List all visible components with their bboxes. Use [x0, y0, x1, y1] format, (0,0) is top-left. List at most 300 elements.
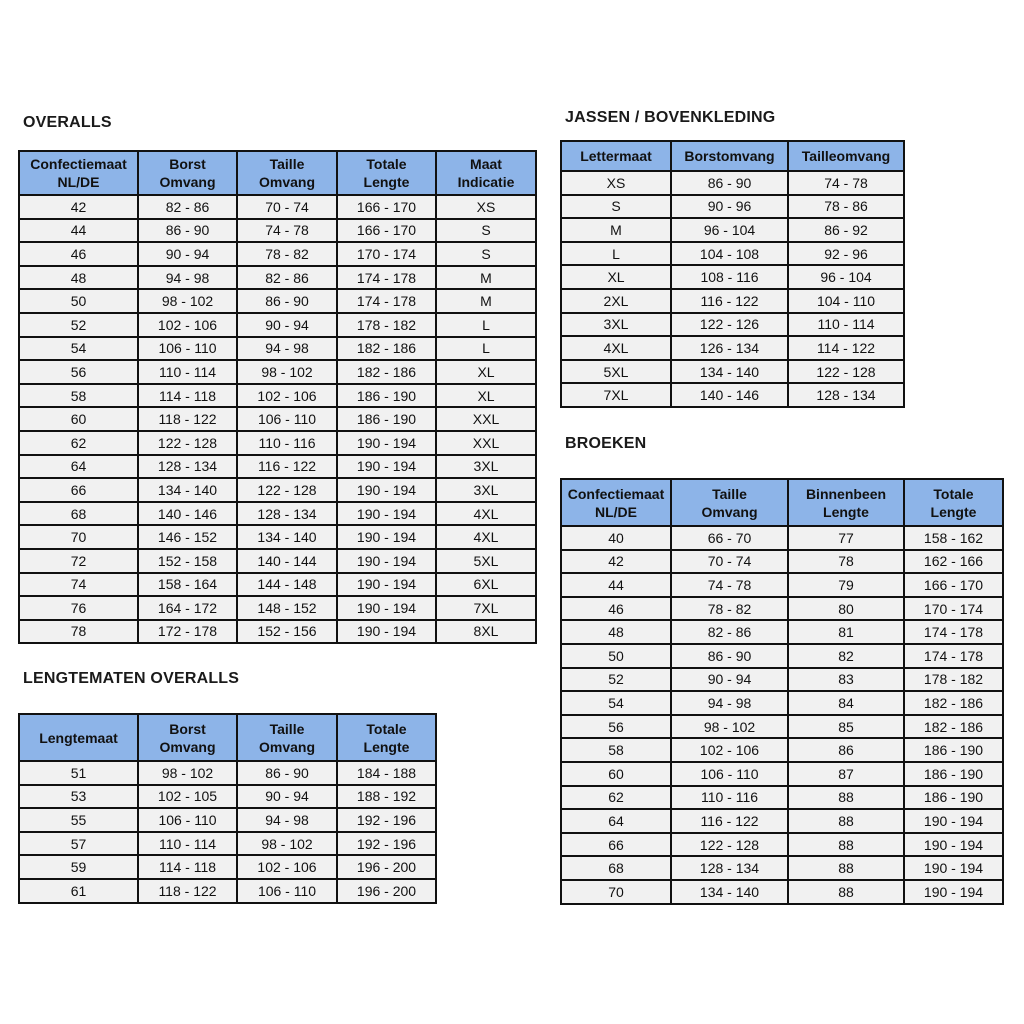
table-row: [19, 431, 536, 455]
table-cell: 56: [19, 360, 138, 384]
table-cell: 102 - 106: [138, 313, 237, 337]
table-cell: 66: [19, 478, 138, 502]
table-cell: 102 - 106: [671, 738, 788, 762]
table-cell: XXL: [436, 431, 536, 455]
table-cell: 62: [19, 431, 138, 455]
column-header: [138, 151, 237, 195]
table-cell: 196 - 200: [337, 879, 436, 903]
table-row: [19, 478, 536, 502]
table-cell: 79: [788, 573, 904, 597]
table-cell: 74 - 78: [788, 171, 904, 195]
table-row: [19, 289, 536, 313]
column-header-text: Tailleomvang: [801, 148, 891, 164]
table-row: [19, 549, 536, 573]
column-header-text: Lengte: [363, 738, 410, 755]
column-header-text: Omvang: [258, 738, 315, 755]
column-header-text: Totale: [366, 720, 407, 737]
table-cell: 70 - 74: [671, 550, 788, 574]
table-row: [561, 195, 904, 219]
table-cell: 144 - 148: [237, 573, 337, 597]
column-header-text: NL/DE: [57, 174, 100, 190]
table-cell: 128 - 134: [788, 383, 904, 407]
table-cell: 86 - 92: [788, 218, 904, 242]
table-cell: 186 - 190: [337, 384, 436, 408]
table-row: [19, 266, 536, 290]
table-cell: XL: [561, 265, 671, 289]
table-cell: 5XL: [561, 360, 671, 384]
table-row: [561, 668, 1003, 692]
table-cell: 140 - 146: [671, 383, 788, 407]
table-cell: 3XL: [436, 478, 536, 502]
table-cell: 40: [561, 526, 671, 550]
table-row: [561, 242, 904, 266]
table-cell: 128 - 134: [237, 502, 337, 526]
table-cell: 126 - 134: [671, 336, 788, 360]
table-cell: 78 - 86: [788, 195, 904, 219]
table-row: [561, 383, 904, 407]
table-cell: 188 - 192: [337, 785, 436, 809]
table-row: [19, 596, 536, 620]
table-cell: 190 - 194: [337, 431, 436, 455]
table-cell: 106 - 110: [138, 808, 237, 832]
table-cell: XS: [436, 195, 536, 219]
table-cell: 166 - 170: [904, 573, 1003, 597]
table-cell: 82 - 86: [237, 266, 337, 290]
table-cell: 134 - 140: [138, 478, 237, 502]
table-cell: 50: [19, 289, 138, 313]
jassen-title: JASSEN / BOVENKLEDING: [565, 109, 776, 126]
table-cell: 114 - 122: [788, 336, 904, 360]
table-cell: 72: [19, 549, 138, 573]
table-cell: 88: [788, 856, 904, 880]
table-cell: 90 - 94: [671, 668, 788, 692]
table-row: [19, 455, 536, 479]
table-row: [19, 879, 436, 903]
table-cell: 190 - 194: [337, 573, 436, 597]
table-cell: 81: [788, 620, 904, 644]
table-cell: 186 - 190: [904, 738, 1003, 762]
table-cell: 190 - 194: [337, 502, 436, 526]
table-cell: 66: [561, 833, 671, 857]
column-header-text: Taille: [712, 485, 747, 502]
table-cell: 86 - 90: [237, 289, 337, 313]
table-cell: 88: [788, 786, 904, 810]
table-cell: 192 - 196: [337, 832, 436, 856]
table-cell: 62: [561, 786, 671, 810]
table-cell: 64: [561, 809, 671, 833]
table-cell: 54: [561, 691, 671, 715]
table-row: [561, 880, 1003, 904]
table-row: [561, 620, 1003, 644]
table-cell: 98 - 102: [671, 715, 788, 739]
table-cell: 8XL: [436, 620, 536, 644]
table-cell: 57: [19, 832, 138, 856]
column-header: [904, 479, 1003, 526]
table-cell: 58: [561, 738, 671, 762]
table-row: [561, 833, 1003, 857]
table-cell: 140 - 144: [237, 549, 337, 573]
table-cell: 94 - 98: [237, 337, 337, 361]
table-cell: 74: [19, 573, 138, 597]
table-cell: 114 - 118: [138, 384, 237, 408]
table-cell: 80: [788, 597, 904, 621]
table-cell: 118 - 122: [138, 407, 237, 431]
table-cell: 74 - 78: [237, 219, 337, 243]
table-cell: 190 - 194: [904, 809, 1003, 833]
table-cell: 172 - 178: [138, 620, 237, 644]
table-cell: 2XL: [561, 289, 671, 313]
table-cell: 166 - 170: [337, 219, 436, 243]
table-cell: 70 - 74: [237, 195, 337, 219]
table-cell: 46: [561, 597, 671, 621]
table-cell: 190 - 194: [904, 880, 1003, 904]
table-row: [19, 525, 536, 549]
column-header-text: Omvang: [258, 174, 315, 190]
table-cell: 182 - 186: [904, 715, 1003, 739]
table-cell: 88: [788, 809, 904, 833]
table-cell: 4XL: [561, 336, 671, 360]
table-cell: 182 - 186: [337, 337, 436, 361]
table-cell: 122 - 128: [237, 478, 337, 502]
table-row: [561, 526, 1003, 550]
table-cell: 182 - 186: [337, 360, 436, 384]
column-header-text: Confectiemaat: [567, 485, 665, 502]
table-cell: XS: [561, 171, 671, 195]
table-cell: 174 - 178: [904, 620, 1003, 644]
table-cell: 170 - 174: [337, 242, 436, 266]
column-header: [436, 151, 536, 195]
column-header-text: Lengtemaat: [39, 729, 118, 746]
table-cell: 90 - 96: [671, 195, 788, 219]
table-cell: 98 - 102: [237, 832, 337, 856]
table-row: [19, 337, 536, 361]
table-cell: 78: [19, 620, 138, 644]
table-cell: S: [436, 219, 536, 243]
table-cell: 106 - 110: [237, 879, 337, 903]
table-row: [19, 384, 536, 408]
column-header: [337, 151, 436, 195]
table-cell: S: [436, 242, 536, 266]
table-cell: 88: [788, 833, 904, 857]
table-cell: 190 - 194: [904, 833, 1003, 857]
column-header-text: Indicatie: [457, 174, 515, 190]
table-cell: 56: [561, 715, 671, 739]
table-cell: 96 - 104: [671, 218, 788, 242]
column-header: [671, 479, 788, 526]
table-row: [19, 219, 536, 243]
table-cell: 52: [561, 668, 671, 692]
table-cell: 90 - 94: [237, 313, 337, 337]
table-row: [19, 242, 536, 266]
table-cell: 184 - 188: [337, 761, 436, 785]
table-cell: 170 - 174: [904, 597, 1003, 621]
table-row: [19, 761, 436, 785]
column-header: [561, 141, 671, 171]
broeken-table: [560, 478, 1004, 905]
table-row: [561, 265, 904, 289]
table-cell: 68: [19, 502, 138, 526]
table-cell: 110 - 116: [237, 431, 337, 455]
table-row: [561, 738, 1003, 762]
table-cell: 70: [19, 525, 138, 549]
table-cell: 178 - 182: [337, 313, 436, 337]
table-cell: 83: [788, 668, 904, 692]
table-cell: 122 - 128: [671, 833, 788, 857]
table-cell: 48: [561, 620, 671, 644]
table-cell: 6XL: [436, 573, 536, 597]
table-row: [561, 218, 904, 242]
table-row: [561, 336, 904, 360]
column-header: [337, 714, 436, 761]
table-cell: 190 - 194: [337, 525, 436, 549]
table-cell: 52: [19, 313, 138, 337]
table-cell: 46: [19, 242, 138, 266]
table-row: [19, 785, 436, 809]
column-header: [671, 141, 788, 171]
table-row: [561, 550, 1003, 574]
table-cell: 44: [19, 219, 138, 243]
header-row: [19, 151, 536, 195]
table-cell: 82 - 86: [138, 195, 237, 219]
table-cell: XL: [436, 384, 536, 408]
table-cell: 134 - 140: [671, 360, 788, 384]
table-cell: 3XL: [436, 455, 536, 479]
table-cell: 174 - 178: [904, 644, 1003, 668]
overalls-table: [18, 150, 537, 644]
lengtematen-table: [18, 713, 437, 904]
table-cell: 7XL: [561, 383, 671, 407]
table-cell: 134 - 140: [237, 525, 337, 549]
column-header-text: Maat: [470, 156, 502, 172]
column-header: [19, 151, 138, 195]
table-cell: 92 - 96: [788, 242, 904, 266]
table-row: [561, 289, 904, 313]
table-cell: 108 - 116: [671, 265, 788, 289]
table-row: [19, 195, 536, 219]
column-header-text: Borstomvang: [684, 148, 775, 164]
column-header-text: Binnenbeen: [805, 485, 887, 502]
table-cell: 174 - 178: [337, 266, 436, 290]
table-cell: 58: [19, 384, 138, 408]
table-cell: 140 - 146: [138, 502, 237, 526]
table-cell: 51: [19, 761, 138, 785]
table-cell: 68: [561, 856, 671, 880]
table-cell: 182 - 186: [904, 691, 1003, 715]
table-cell: 190 - 194: [337, 620, 436, 644]
table-cell: 61: [19, 879, 138, 903]
table-cell: 60: [19, 407, 138, 431]
table-cell: M: [436, 266, 536, 290]
table-cell: 122 - 128: [788, 360, 904, 384]
table-row: [561, 715, 1003, 739]
table-cell: 186 - 190: [337, 407, 436, 431]
column-header-text: Taille: [269, 156, 305, 172]
column-header: [19, 714, 138, 761]
table-row: [561, 856, 1003, 880]
table-cell: S: [561, 195, 671, 219]
table-cell: 98 - 102: [138, 761, 237, 785]
table-row: [561, 786, 1003, 810]
column-header: [561, 479, 671, 526]
header-row: [561, 479, 1003, 526]
table-cell: 110 - 114: [788, 313, 904, 337]
table-cell: 146 - 152: [138, 525, 237, 549]
table-cell: 94 - 98: [671, 691, 788, 715]
table-cell: 190 - 194: [337, 455, 436, 479]
table-cell: XL: [436, 360, 536, 384]
header-row: [19, 714, 436, 761]
table-cell: 4XL: [436, 502, 536, 526]
table-cell: 53: [19, 785, 138, 809]
jassen-table: [560, 140, 905, 408]
table-cell: 77: [788, 526, 904, 550]
table-cell: 128 - 134: [671, 856, 788, 880]
table-cell: 122 - 126: [671, 313, 788, 337]
table-cell: 74 - 78: [671, 573, 788, 597]
header-row: [561, 141, 904, 171]
column-header-text: Confectiemaat: [30, 156, 127, 172]
table-cell: 166 - 170: [337, 195, 436, 219]
column-header-text: Lettermaat: [580, 148, 652, 164]
table-cell: 88: [788, 880, 904, 904]
broeken-title: BROEKEN: [565, 435, 647, 452]
table-cell: 158 - 164: [138, 573, 237, 597]
table-cell: 42: [19, 195, 138, 219]
column-header-text: NL/DE: [595, 503, 637, 520]
table-row: [561, 313, 904, 337]
table-row: [561, 809, 1003, 833]
column-header-text: Omvang: [159, 174, 216, 190]
table-cell: M: [561, 218, 671, 242]
table-cell: 174 - 178: [337, 289, 436, 313]
table-cell: 82: [788, 644, 904, 668]
column-header-text: Totale: [366, 156, 407, 172]
table-cell: 76: [19, 596, 138, 620]
table-cell: 106 - 110: [237, 407, 337, 431]
table-cell: 78 - 82: [671, 597, 788, 621]
table-cell: 86: [788, 738, 904, 762]
table-row: [19, 620, 536, 644]
table-cell: 48: [19, 266, 138, 290]
column-header-text: Omvang: [701, 503, 758, 520]
table-cell: XXL: [436, 407, 536, 431]
table-cell: 178 - 182: [904, 668, 1003, 692]
table-row: [19, 808, 436, 832]
table-cell: 90 - 94: [138, 242, 237, 266]
table-cell: 118 - 122: [138, 879, 237, 903]
table-cell: 66 - 70: [671, 526, 788, 550]
table-cell: 190 - 194: [337, 478, 436, 502]
table-cell: 98 - 102: [237, 360, 337, 384]
table-cell: 102 - 106: [237, 384, 337, 408]
table-cell: 152 - 156: [237, 620, 337, 644]
table-cell: L: [561, 242, 671, 266]
table-cell: 84: [788, 691, 904, 715]
table-cell: 148 - 152: [237, 596, 337, 620]
column-header-text: Lengte: [823, 503, 869, 520]
table-cell: 192 - 196: [337, 808, 436, 832]
table-cell: 64: [19, 455, 138, 479]
table-cell: 98 - 102: [138, 289, 237, 313]
table-cell: 44: [561, 573, 671, 597]
table-cell: 59: [19, 855, 138, 879]
table-cell: 116 - 122: [671, 289, 788, 313]
table-cell: 128 - 134: [138, 455, 237, 479]
column-header-text: Borst: [169, 720, 206, 737]
table-cell: 86 - 90: [671, 644, 788, 668]
table-cell: 87: [788, 762, 904, 786]
table-cell: 190 - 194: [337, 596, 436, 620]
table-row: [561, 762, 1003, 786]
table-cell: 55: [19, 808, 138, 832]
table-cell: 94 - 98: [138, 266, 237, 290]
table-row: [561, 691, 1003, 715]
table-row: [561, 644, 1003, 668]
column-header-text: Lengte: [930, 503, 977, 520]
table-cell: L: [436, 313, 536, 337]
table-cell: M: [436, 289, 536, 313]
table-cell: 78 - 82: [237, 242, 337, 266]
table-row: [561, 597, 1003, 621]
table-cell: 190 - 194: [337, 549, 436, 573]
column-header: [788, 479, 904, 526]
table-cell: 122 - 128: [138, 431, 237, 455]
table-cell: 50: [561, 644, 671, 668]
table-cell: 186 - 190: [904, 762, 1003, 786]
column-header-text: Totale: [933, 485, 974, 502]
table-cell: 78: [788, 550, 904, 574]
table-cell: 86 - 90: [237, 761, 337, 785]
table-row: [19, 360, 536, 384]
column-header-text: Borst: [169, 156, 206, 172]
column-header-text: Taille: [269, 720, 305, 737]
table-cell: L: [436, 337, 536, 361]
table-cell: 70: [561, 880, 671, 904]
lengtematen-title: LENGTEMATEN OVERALLS: [23, 670, 240, 687]
table-cell: 116 - 122: [237, 455, 337, 479]
table-cell: 134 - 140: [671, 880, 788, 904]
table-cell: 60: [561, 762, 671, 786]
table-cell: 94 - 98: [237, 808, 337, 832]
column-header: [788, 141, 904, 171]
table-cell: 158 - 162: [904, 526, 1003, 550]
table-row: [19, 855, 436, 879]
table-cell: 86 - 90: [138, 219, 237, 243]
table-cell: 4XL: [436, 525, 536, 549]
overalls-title: OVERALLS: [23, 114, 112, 131]
table-cell: 54: [19, 337, 138, 361]
column-header: [237, 714, 337, 761]
table-cell: 104 - 110: [788, 289, 904, 313]
table-row: [19, 502, 536, 526]
table-cell: 190 - 194: [904, 856, 1003, 880]
table-cell: 85: [788, 715, 904, 739]
table-row: [561, 171, 904, 195]
table-cell: 196 - 200: [337, 855, 436, 879]
column-header-text: Lengte: [363, 174, 410, 190]
table-cell: 96 - 104: [788, 265, 904, 289]
table-cell: 186 - 190: [904, 786, 1003, 810]
column-header-text: Omvang: [159, 738, 216, 755]
table-cell: 102 - 106: [237, 855, 337, 879]
table-cell: 5XL: [436, 549, 536, 573]
column-header: [237, 151, 337, 195]
table-cell: 82 - 86: [671, 620, 788, 644]
table-cell: 110 - 116: [671, 786, 788, 810]
table-row: [561, 360, 904, 384]
table-row: [19, 832, 436, 856]
table-cell: 7XL: [436, 596, 536, 620]
